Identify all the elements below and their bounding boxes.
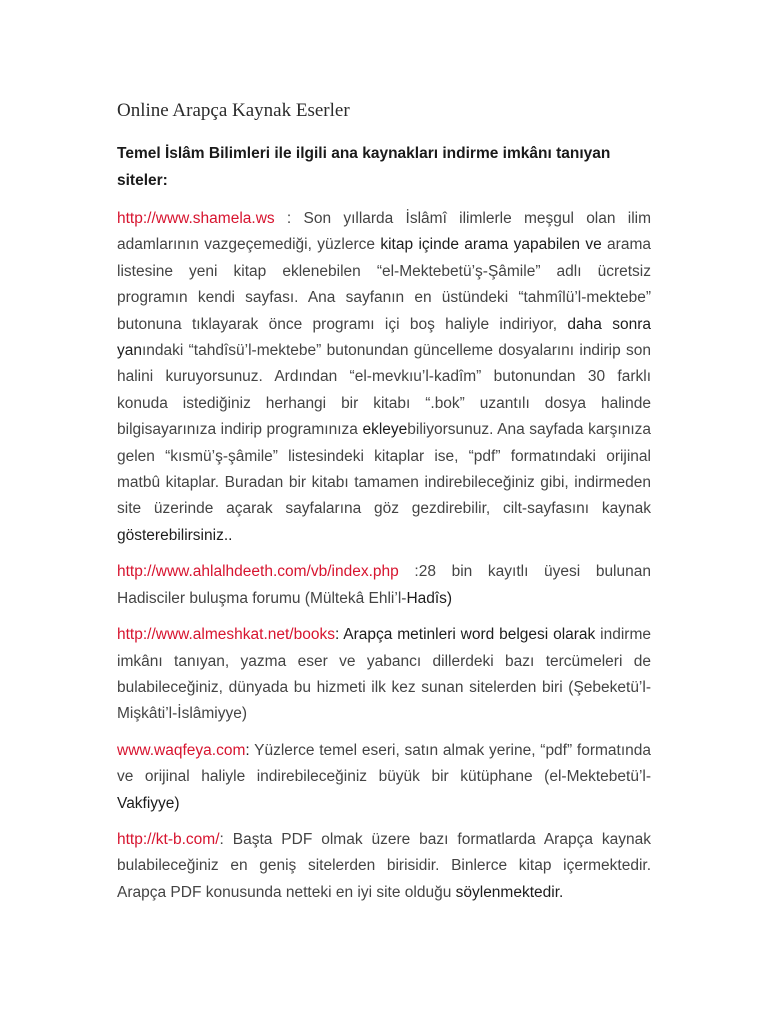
entry-almeshkat <box>117 622 651 728</box>
ahlalhdeeth-link[interactable]: http://www.ahlalhdeeth.com/vb/index.php <box>117 563 399 581</box>
entry-ktb <box>117 827 651 906</box>
entry-text-emphasis: gösterebilirsiniz.. <box>117 526 233 544</box>
entry-text-emphasis: : <box>245 741 250 759</box>
entry-text: Yüzlerce temel eseri, satın almak yerine, “pdf” formatında ve orijinal haliyle indirebileceğiniz büyük bir kütüphane (el-Mektebetü’l- <box>117 741 651 786</box>
entry-text-emphasis: kitap içinde arama yapabilen ve <box>380 236 602 254</box>
entry-waqfeya <box>117 738 651 817</box>
page-title: Online Arapça Kaynak Eserler <box>117 100 350 121</box>
entry-text: ındaki “tahdîsü’l-mektebe” butonundan güncelleme dosyalarını indirip son halini kuruyorsunuz. Ardından “el-mevkıu’l-kadîm” butonundan 30 farklı konuda istediğiniz herhangi bir kitabı “.bok” uzantılı dosya halinde bilgisayarınıza indirip programınıza <box>117 342 651 439</box>
entry-ahlalhdeeth <box>117 559 651 612</box>
entry-text-emphasis: söylenmektedir. <box>455 883 564 901</box>
entry-shamela <box>117 206 651 549</box>
entry-text-emphasis: daha sonra yan <box>117 315 651 360</box>
entry-text-emphasis: Hadîs) <box>406 589 453 607</box>
entry-text-emphasis: Vakfiyye) <box>117 794 180 812</box>
waqfeya-link[interactable]: www.waqfeya.com <box>117 741 246 759</box>
entry-text: arama listesine yeni kitap eklenebilen “el-Mektebetü’ş-Şâmile” adlı ücretsiz programın kendi sayfası. Ana sayfanın en üstündeki “tahmîlü’l-mektebe” butonuna tıklayarak önce programı içi boş haliyle indiriyor, <box>117 236 651 333</box>
entry-text: : Son yıllarda İslâmî ilimlerle meşgul olan ilim adamlarının vazgeçemediği, yüzlerce <box>117 210 651 254</box>
section-subtitle: Temel İslâm Bilimleri ile ilgili ana kaynakları indirme imkânı tanıyan siteler: <box>117 145 611 189</box>
entry-text: indirme imkânı tanıyan, yazma eser ve yabancı dillerdeki bazı tercümeleri de bulabileceğiniz, dünyada bu hizmeti ilk kez sunan sitelerden biri (Şebeketü’l-Mişkâti’l-İslâmiyye) <box>117 626 651 723</box>
almeshkat-link[interactable]: http://www.almeshkat.net/books <box>117 626 335 644</box>
entry-text: : Başta PDF olmak üzere bazı formatlarda Arapça kaynak bulabileceğiniz en geniş sitelerden birisidir. Binlerce kitap içermektedir. Arapça PDF konusunda netteki en iyi site olduğu <box>117 830 651 901</box>
entry-text-emphasis: ekleye <box>362 421 408 439</box>
ktb-link[interactable]: http://kt-b.com/ <box>117 830 220 848</box>
entry-text-emphasis: : Arapça metinleri word belgesi olarak <box>334 626 596 644</box>
document-page <box>117 98 651 916</box>
entry-text: biliyorsunuz. Ana sayfada karşınıza gelen “kısmü’ş-şâmile” listesindeki kitaplar ise, “pdf” formatındaki orijinal matbû kitaplar. Buradan bir kitabı tamamen indirebileceğiniz gibi, indirmeden site üzerinde açarak sayfalarına göz gezdirebilir, cilt-sayfasını kaynak <box>117 421 652 518</box>
entry-text: :28 bin kayıtlı üyesi bulunan Hadisciler buluşma forumu (Mültekâ Ehli’l- <box>117 563 651 607</box>
shamela-link[interactable]: http://www.shamela.ws <box>117 210 275 227</box>
